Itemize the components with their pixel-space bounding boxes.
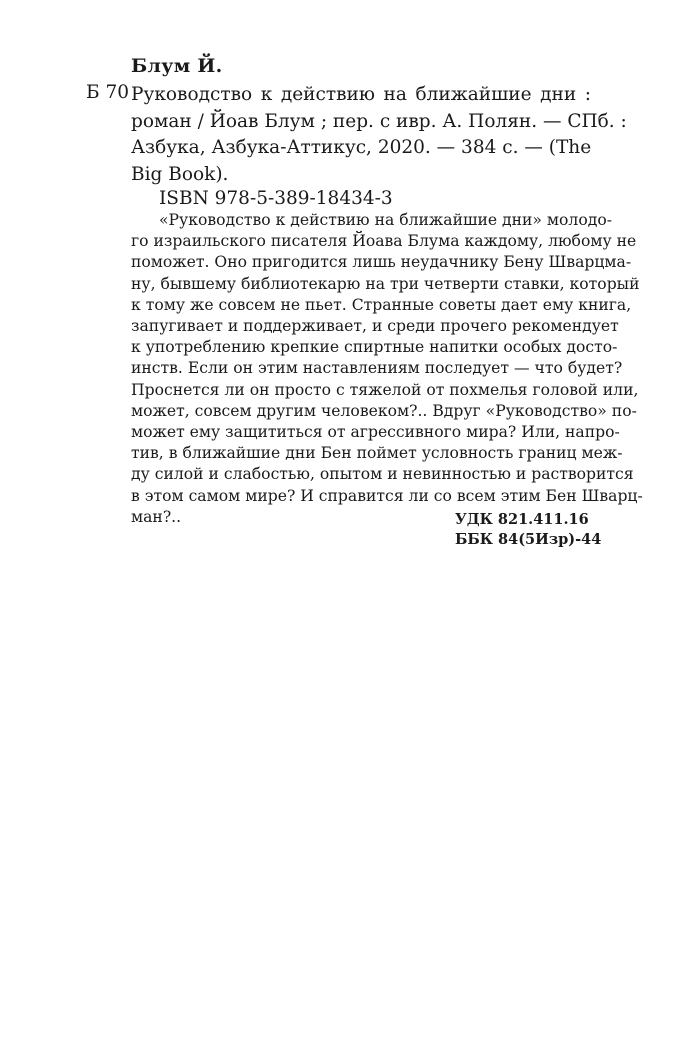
annotation-line: может, совсем другим человеком?.. Вдруг «Руководство» по- [131,401,637,420]
annotation-line: поможет. Оно пригодится лишь неудачнику Бену Шварцма- [131,253,632,272]
annotation-line: к тому же совсем не пьет. Странные советы дает ему книга, [131,295,632,314]
bbk-index: ББК 84(5Изр)-44 [455,531,602,548]
annotation-line: к употреблению крепкие спиртные напитки особых досто- [131,338,618,357]
annotation-line: может ему защититься от агрессивного мира? Или, напро- [131,423,620,442]
isbn-line: ISBN 978-5-389-18434-3 [159,188,393,209]
annotation-line: инств. Если он этим наставлениям последует — что будет? [131,359,623,378]
annotation-line: тив, в ближайшие дни Бен поймет условность границ меж- [131,444,623,463]
biblio-line: Азбука, Азбука-Аттикус, 2020. — 384 с. — (The [131,137,592,158]
biblio-line: Руководство к действию на ближайшие дни : [131,84,591,105]
annotation-line: в этом самом мире? И справится ли со всем этим Бен Шварц- [131,486,643,505]
author-heading: Блум Й. [131,55,223,77]
bibliographic-description [131,82,627,188]
annotation-line: запугивает и поддерживает, и среди прочего рекомендует [131,317,619,336]
annotation-line: ну, бывшему библиотекарю на три четверти ставки, который [131,274,640,293]
annotation-line: ман?.. [131,507,182,526]
annotation-line: Проснется ли он просто с тяжелой от похмелья головой или, [131,380,639,399]
classification-block [455,510,601,550]
annotation-line: го израильского писателя Йоава Блума каждому, любому не [131,232,637,251]
annotation-paragraph [131,210,643,528]
author-sign-code: Б 70 [86,82,130,103]
udk-index: УДК 821.411.16 [455,511,589,528]
annotation-line: ду силой и слабостью, опытом и невинностью и растворится [131,465,634,484]
annotation-line: «Руководство к действию на ближайшие дни» молодо- [159,211,612,229]
biblio-line: Big Book). [131,163,229,185]
biblio-line: роман / Йоав Блум ; пер. с ивр. А. Полян. — СПб. : [131,110,627,132]
